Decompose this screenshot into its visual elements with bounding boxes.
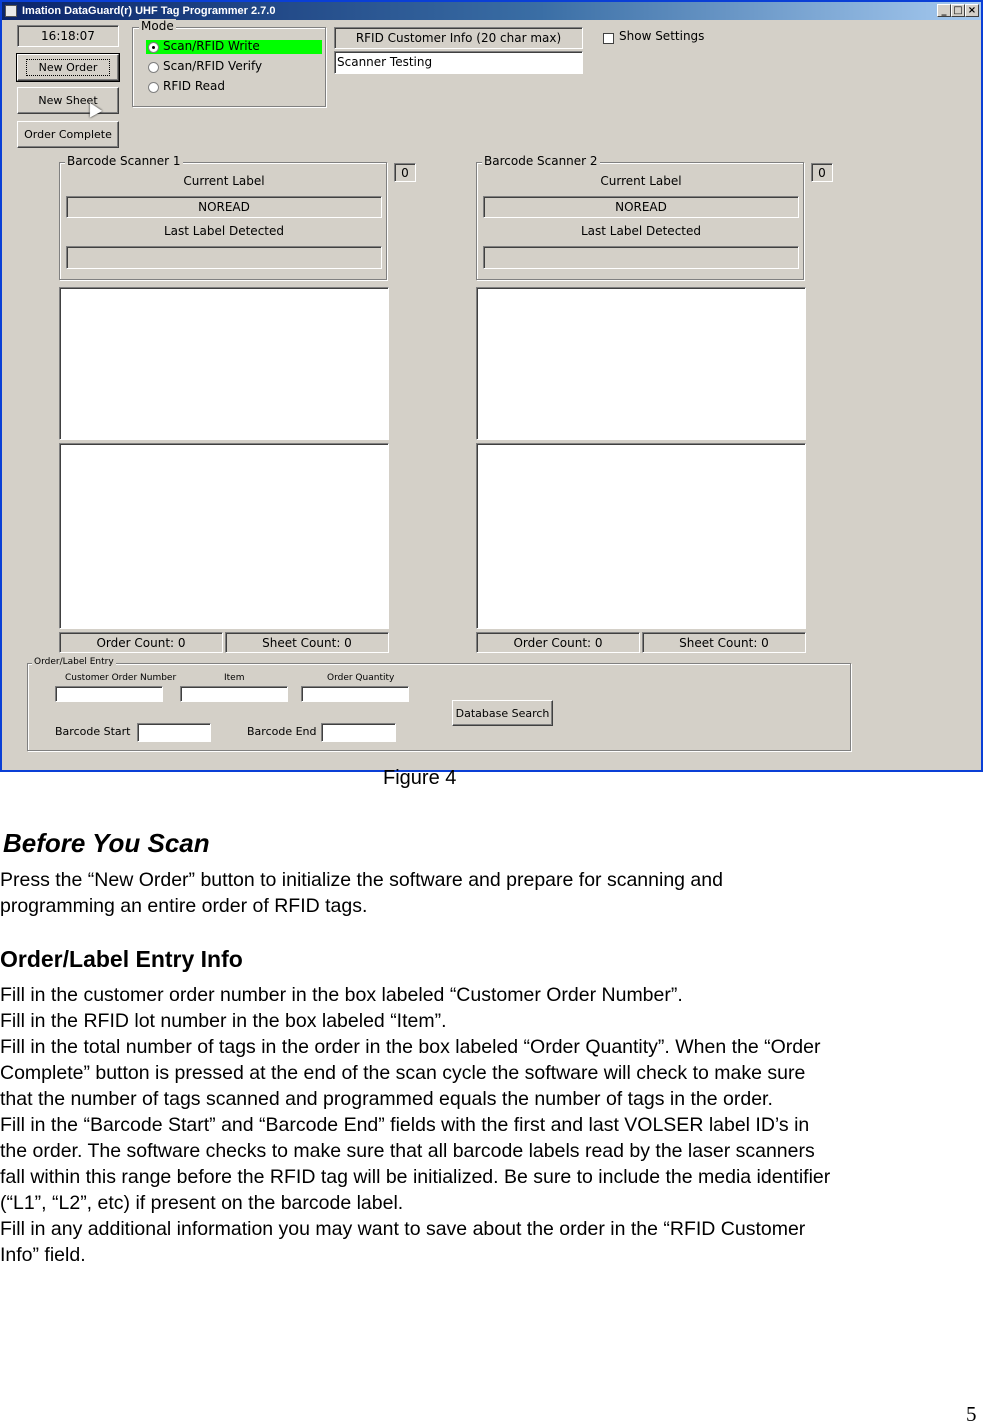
close-button[interactable]: × (965, 4, 979, 17)
scanner-1-order-count: Order Count: 0 (59, 632, 223, 653)
heading-before-you-scan: Before You Scan (3, 828, 210, 858)
figure-caption: Figure 4 (383, 767, 457, 789)
paragraph-line: Info” field. (0, 1244, 86, 1266)
mode-group-label: Mode (141, 19, 174, 33)
mode-option-scan-verify[interactable]: Scan/RFID Verify (163, 59, 263, 73)
new-order-button-label: New Order (26, 59, 111, 76)
scanner-2-sheet-count: Sheet Count: 0 (642, 632, 806, 653)
paragraph-line: Fill in the “Barcode Start” and “Barcode End” fields with the first and last VOLSER label ID’s in (0, 1114, 810, 1136)
paragraph-line: Fill in the RFID lot number in the box labeled “Item”. (0, 1010, 447, 1032)
rfid-info-header: RFID Customer Info (20 char max) (334, 27, 583, 49)
scanner-1-log-upper[interactable] (59, 287, 389, 440)
window-title: Imation DataGuard(r) UHF Tag Programmer 2.7.0 (22, 5, 276, 17)
scanner-1-sheet-count: Sheet Count: 0 (225, 632, 389, 653)
maximize-button[interactable]: □ (951, 4, 965, 17)
show-settings-checkbox[interactable] (603, 33, 614, 44)
order-quantity-input[interactable] (301, 686, 409, 702)
scanner-2-count: 0 (811, 163, 833, 182)
paragraph-line: Press the “New Order” button to initialize the software and prepare for scanning and (0, 869, 723, 891)
show-settings-label[interactable]: Show Settings (619, 29, 705, 43)
item-label: Item (224, 673, 245, 683)
barcode-start-input[interactable] (137, 723, 211, 742)
rfid-info-input[interactable]: Scanner Testing (334, 51, 583, 74)
heading-order-label-entry: Order/Label Entry Info (0, 946, 243, 972)
barcode-start-label: Barcode Start (55, 725, 131, 738)
scanner-1-current-label-caption: Current Label (183, 174, 265, 188)
paragraph-line: Fill in the total number of tags in the order in the box labeled “Order Quantity”. When the “Order (0, 1036, 821, 1058)
scanner-1-last-label-caption: Last Label Detected (163, 224, 284, 238)
paragraph-line: the order. The software checks to make sure that all barcode labels read by the laser scanners (0, 1140, 815, 1162)
paragraph-before-you-scan (0, 867, 723, 919)
scanner-1-last-label (66, 246, 382, 269)
page-number: 5 (966, 1402, 977, 1426)
scanner-1-title: Barcode Scanner 1 (67, 154, 181, 168)
scanner-1-current-label: NOREAD (66, 196, 382, 218)
paragraph-line: that the number of tags scanned and programmed equals the number of tags in the order. (0, 1088, 773, 1110)
paragraph-line: programming an entire order of RFID tags. (0, 895, 368, 917)
new-order-button[interactable] (17, 54, 119, 81)
scanner-2-log-upper[interactable] (476, 287, 806, 440)
order-quantity-label: Order Quantity (327, 673, 395, 683)
minimize-button[interactable]: _ (937, 4, 951, 17)
new-sheet-button[interactable]: New Sheet (17, 87, 119, 114)
mode-option-rfid-read[interactable]: RFID Read (163, 79, 225, 93)
database-search-button[interactable]: Database Search (452, 700, 553, 726)
order-entry-group-label: Order/Label Entry (34, 657, 114, 667)
scanner-2-order-count: Order Count: 0 (476, 632, 640, 653)
customer-order-number-input[interactable] (55, 686, 163, 702)
clock-display: 16:18:07 (17, 25, 119, 47)
scanner-2-title: Barcode Scanner 2 (484, 154, 598, 168)
mode-option-scan-write[interactable]: Scan/RFID Write (163, 39, 260, 53)
scanner-2-current-label-caption: Current Label (600, 174, 682, 188)
item-input[interactable] (180, 686, 288, 702)
scanner-1-count: 0 (394, 163, 416, 182)
scanner-2-log-lower[interactable] (476, 443, 806, 629)
scanner-2-current-label: NOREAD (483, 196, 799, 218)
mode-radio-scan-write[interactable] (148, 42, 159, 53)
customer-order-number-label: Customer Order Number (65, 673, 177, 683)
barcode-end-input[interactable] (321, 723, 396, 742)
scanner-2-last-label-caption: Last Label Detected (580, 224, 701, 238)
app-icon (5, 5, 17, 17)
paragraph-line: fall within this range before the RFID tag will be initialized. Be sure to include the media identifier (0, 1166, 831, 1188)
order-complete-button[interactable]: Order Complete (17, 121, 119, 148)
scanner-2-last-label (483, 246, 799, 269)
paragraph-line: Fill in the customer order number in the box labeled “Customer Order Number”. (0, 984, 683, 1006)
scanner-1-log-lower[interactable] (59, 443, 389, 629)
mode-radio-scan-verify[interactable] (148, 62, 159, 73)
barcode-end-label: Barcode End (247, 725, 317, 738)
paragraph-line: Complete” button is pressed at the end of the scan cycle the software will check to make sure (0, 1062, 806, 1084)
paragraph-line: Fill in any additional information you may want to save about the order in the “RFID Customer (0, 1218, 806, 1240)
paragraph-line: (“L1”, “L2”, etc) if present on the barcode label. (0, 1192, 404, 1214)
title-bar[interactable] (2, 2, 981, 20)
paragraph-order-label-entry (0, 982, 830, 1268)
mode-radio-rfid-read[interactable] (148, 82, 159, 93)
